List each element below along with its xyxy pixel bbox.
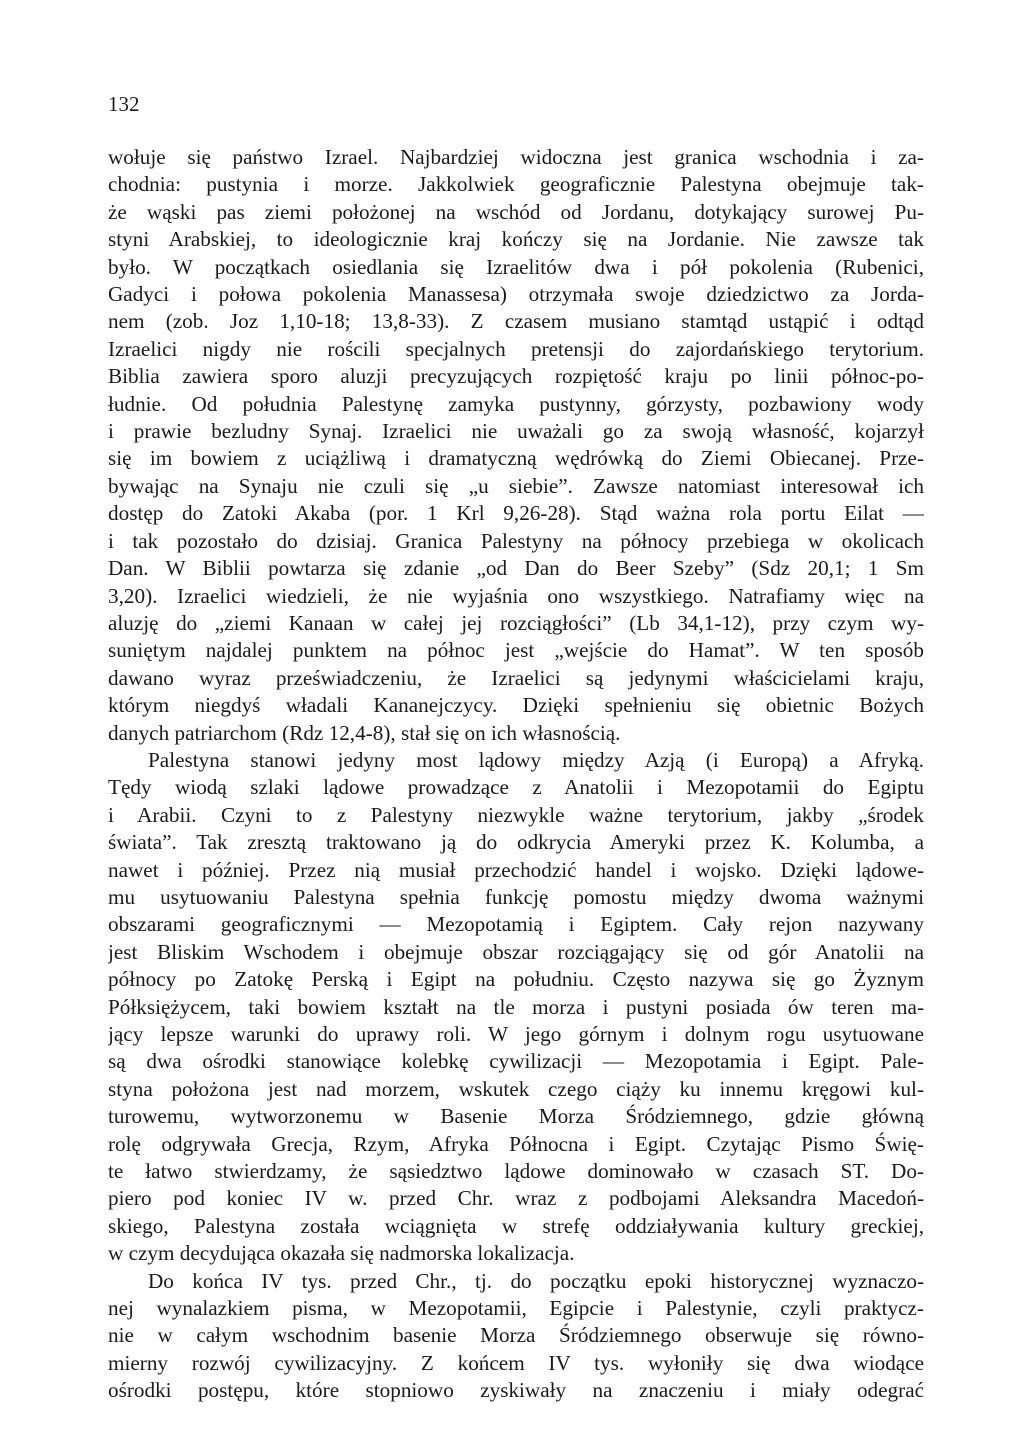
text-line: i Arabii. Czyni to z Palestyny niezwykle ważne terytorium, jakby „środek [108, 802, 924, 827]
text-line: dostęp do Zatoki Akaba (por. 1 Krl 9,26-28). Stąd ważna rola portu Eilat — [108, 501, 924, 526]
text-line: są dwa ośrodki stanowiące kolebkę cywilizacji — Mezopotamia i Egipt. Pale- [108, 1049, 924, 1074]
text-line: suniętym najdalej punktem na północ jest „wejście do Hamat”. W ten sposób [108, 638, 924, 663]
text-line: jest Bliskim Wschodem i obejmuje obszar rozciągający się od gór Anatolii na [108, 939, 924, 964]
text-line: Biblia zawiera sporo aluzji precyzujących rozpiętość kraju po linii północ-po- [108, 364, 924, 389]
text-line: Dan. W Biblii powtarza się zdanie „od Dan do Beer Szeby” (Sdz 20,1; 1 Sm [108, 556, 924, 581]
text-line: nem (zob. Joz 1,10-18; 13,8-33). Z czasem musiano stamtąd ustąpić i odtąd [108, 309, 924, 334]
text-line: i tak pozostało do dzisiaj. Granica Palestyny na północy przebiega w okolicach [108, 528, 924, 553]
text-line: łudnie. Od południa Palestynę zamyka pustynny, górzysty, pozbawiony wody [108, 391, 924, 416]
text-line: Izraelici nigdy nie rościli specjalnych pretensji do zajordańskiego terytorium. [108, 336, 924, 361]
text-line: północy po Zatokę Perską i Egipt na południu. Często nazywa się go Żyznym [108, 967, 924, 992]
text-line: rolę odgrywała Grecja, Rzym, Afryka Północna i Egipt. Czytając Pismo Świę- [108, 1131, 924, 1156]
text-line: styna położona jest nad morzem, wskutek czego ciąży ku innemu kręgowi kul- [108, 1076, 924, 1101]
text-line: bywając na Synaju nie czuli się „u siebie”. Zawsze natomiast interesował ich [108, 473, 924, 498]
text-line: nie w całym wschodnim basenie Morza Śródziemnego obserwuje się równo- [108, 1323, 924, 1348]
text-line: mierny rozwój cywilizacyjny. Z końcem IV tys. wyłoniły się dwa wiodące [108, 1350, 924, 1375]
text-line: piero pod koniec IV w. przed Chr. wraz z podbojami Aleksandra Macedoń- [108, 1186, 924, 1211]
text-line: ośrodki postępu, które stopniowo zyskiwały na znaczeniu i miały odegrać [108, 1378, 924, 1403]
book-page [108, 92, 924, 1405]
text-line: Tędy wiodą szlaki lądowe prowadzące z Anatolii i Mezopotamii do Egiptu [108, 775, 924, 800]
text-line: Do końca IV tys. przed Chr., tj. do początku epoki historycznej wyznaczo- [148, 1268, 924, 1293]
text-line: mu usytuowaniu Palestyna spełnia funkcję pomostu między dwoma ważnymi [108, 884, 924, 909]
text-line: dawano wyraz przeświadczeniu, że Izraelici są jedynymi właścicielami kraju, [108, 665, 924, 690]
text-line: Palestyna stanowi jedyny most lądowy między Azją (i Europą) a Afryką. [148, 747, 924, 772]
text-line: wołuje się państwo Izrael. Najbardziej widoczna jest granica wschodnia i za- [108, 145, 924, 169]
text-line: w czym decydująca okazała się nadmorska lokalizacja. [108, 1241, 575, 1266]
text-line: te łatwo stwierdzamy, że sąsiedztwo lądowe dominowało w czasach ST. Do- [108, 1159, 924, 1184]
text-line: się im bowiem z uciążliwą i dramatyczną wędrówką do Ziemi Obiecanej. Prze- [108, 446, 924, 471]
text-line: danych patriarchom (Rdz 12,4-8), stał się on ich własnością. [108, 720, 621, 745]
text-line: nawet i później. Przez nią musiał przechodzić handel i wojsko. Dzięki lądowe- [108, 857, 924, 882]
paragraph [108, 747, 924, 1268]
text-line: jący lepsze warunki do uprawy roli. W jego górnym i dolnym rogu usytuowane [108, 1022, 924, 1046]
text-line: że wąski pas ziemi położonej na wschód od Jordanu, dotykający surowej Pu- [108, 199, 924, 224]
text-line: było. W początkach osiedlania się Izraelitów dwa i pół pokolenia (Rubenici, [108, 254, 924, 279]
paragraph [108, 144, 924, 747]
text-line: obszarami geograficznymi — Mezopotamią i Egiptem. Cały rejon nazywany [108, 912, 924, 937]
page-number: 132 [108, 92, 140, 116]
text-line: styni Arabskiej, to ideologicznie kraj kończy się na Jordanie. Nie zawsze tak [108, 227, 924, 252]
text-line: skiego, Palestyna została wciągnięta w strefę oddziaływania kultury greckiej, [108, 1213, 924, 1238]
text-line: i prawie bezludny Synaj. Izraelici nie uważali go za swoją własność, kojarzył [108, 419, 924, 444]
body-text [108, 144, 924, 1405]
text-line: Gadyci i połowa pokolenia Manassesa) otrzymała swoje dziedzictwo za Jorda- [108, 282, 924, 307]
text-line: którym niegdyś władali Kananejczycy. Dzięki spełnieniu się obietnic Bożych [108, 693, 924, 718]
text-line: chodnia: pustynia i morze. Jakkolwiek geograficznie Palestyna obejmuje tak- [108, 172, 924, 197]
paragraph [108, 1268, 924, 1405]
text-line: Półksiężycem, taki bowiem kształt na tle morza i pustyni posiada ów teren ma- [108, 994, 924, 1019]
text-line: aluzję do „ziemi Kanaan w całej jej rozciągłości” (Lb 34,1-12), przy czym wy- [108, 610, 924, 635]
text-line: nej wynalazkiem pisma, w Mezopotamii, Egipcie i Palestynie, czyli praktycz- [108, 1296, 924, 1321]
text-line: świata”. Tak zresztą traktowano ją do odkrycia Ameryki przez K. Kolumba, a [108, 830, 924, 855]
text-line: turowemu, wytworzonemu w Basenie Morza Śródziemnego, gdzie główną [108, 1104, 924, 1129]
text-line: 3,20). Izraelici wiedzieli, że nie wyjaśnia ono wszystkiego. Natrafiamy więc na [108, 583, 924, 608]
